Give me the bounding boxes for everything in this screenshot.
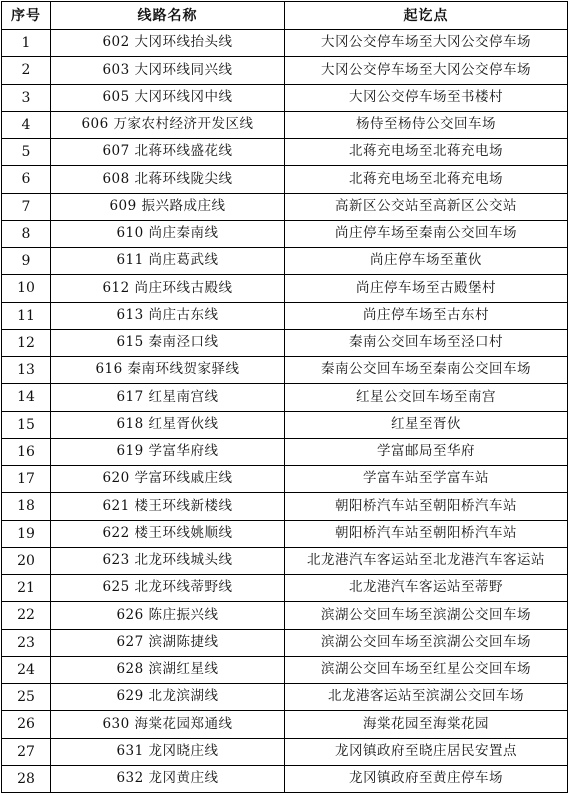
cell-route-name: 609 振兴路成庄线 xyxy=(51,193,285,220)
table-row xyxy=(2,466,568,493)
cell-route-name: 622 楼王环线姚顺线 xyxy=(51,520,285,547)
cell-terminals: 杨侍至杨侍公交回车场 xyxy=(285,111,568,138)
cell-number: 4 xyxy=(2,111,51,138)
table-row xyxy=(2,575,568,602)
header-terminals: 起讫点 xyxy=(285,2,568,30)
table-row xyxy=(2,684,568,711)
cell-number: 27 xyxy=(2,738,51,765)
cell-number: 10 xyxy=(2,275,51,302)
cell-route-name: 610 尚庄秦南线 xyxy=(51,220,285,247)
cell-number: 25 xyxy=(2,684,51,711)
cell-number: 14 xyxy=(2,384,51,411)
table-row xyxy=(2,493,568,520)
cell-number: 28 xyxy=(2,765,51,792)
cell-number: 19 xyxy=(2,520,51,547)
table-row xyxy=(2,547,568,574)
cell-route-name: 620 学富环线戚庄线 xyxy=(51,466,285,493)
cell-route-name: 603 大冈环线同兴线 xyxy=(51,57,285,84)
cell-number: 13 xyxy=(2,357,51,384)
cell-number: 23 xyxy=(2,629,51,656)
cell-number: 2 xyxy=(2,57,51,84)
table-row xyxy=(2,248,568,275)
cell-terminals: 学富车站至学富车站 xyxy=(285,466,568,493)
cell-route-name: 632 龙冈黄庄线 xyxy=(51,765,285,792)
cell-number: 3 xyxy=(2,84,51,111)
cell-number: 24 xyxy=(2,656,51,683)
table-row xyxy=(2,520,568,547)
cell-number: 21 xyxy=(2,575,51,602)
cell-number: 8 xyxy=(2,220,51,247)
cell-route-name: 629 北龙滨湖线 xyxy=(51,684,285,711)
cell-number: 9 xyxy=(2,248,51,275)
cell-terminals: 北龙港汽车客运站至北龙港汽车客运站 xyxy=(285,547,568,574)
table-row xyxy=(2,139,568,166)
cell-route-name: 626 陈庄振兴线 xyxy=(51,602,285,629)
table-row xyxy=(2,629,568,656)
cell-terminals: 龙冈镇政府至黄庄停车场 xyxy=(285,765,568,792)
table-row xyxy=(2,656,568,683)
cell-terminals: 秦南公交回车场至泾口村 xyxy=(285,329,568,356)
table-row xyxy=(2,30,568,57)
cell-number: 16 xyxy=(2,438,51,465)
cell-route-name: 615 秦南泾口线 xyxy=(51,329,285,356)
cell-terminals: 尚庄停车场至古东村 xyxy=(285,302,568,329)
cell-terminals: 大冈公交停车场至书楼村 xyxy=(285,84,568,111)
cell-terminals: 北龙港汽车客运站至蒂野 xyxy=(285,575,568,602)
cell-number: 7 xyxy=(2,193,51,220)
table-row xyxy=(2,438,568,465)
table-row xyxy=(2,602,568,629)
cell-terminals: 高新区公交站至高新区公交站 xyxy=(285,193,568,220)
table-row xyxy=(2,765,568,792)
cell-route-name: 607 北蒋环线盛花线 xyxy=(51,139,285,166)
table-row xyxy=(2,220,568,247)
cell-route-name: 608 北蒋环线陇尖线 xyxy=(51,166,285,193)
table-row xyxy=(2,302,568,329)
cell-number: 26 xyxy=(2,711,51,738)
cell-terminals: 大冈公交停车场至大冈公交停车场 xyxy=(285,30,568,57)
cell-route-name: 618 红星胥伙线 xyxy=(51,411,285,438)
cell-terminals: 滨湖公交回车场至红星公交回车场 xyxy=(285,656,568,683)
cell-route-name: 623 北龙环线城头线 xyxy=(51,547,285,574)
cell-number: 6 xyxy=(2,166,51,193)
cell-route-name: 621 楼王环线新楼线 xyxy=(51,493,285,520)
table-row xyxy=(2,275,568,302)
cell-route-name: 612 尚庄环线古殿线 xyxy=(51,275,285,302)
cell-terminals: 尚庄停车场至秦南公交回车场 xyxy=(285,220,568,247)
table-row xyxy=(2,384,568,411)
cell-terminals: 红星至胥伙 xyxy=(285,411,568,438)
table-row xyxy=(2,193,568,220)
cell-route-name: 631 龙冈晓庄线 xyxy=(51,738,285,765)
table-row xyxy=(2,738,568,765)
cell-route-name: 616 秦南环线贺家驿线 xyxy=(51,357,285,384)
cell-number: 20 xyxy=(2,547,51,574)
cell-terminals: 红星公交回车场至南宫 xyxy=(285,384,568,411)
cell-number: 5 xyxy=(2,139,51,166)
cell-route-name: 613 尚庄古东线 xyxy=(51,302,285,329)
cell-route-name: 617 红星南宫线 xyxy=(51,384,285,411)
cell-route-name: 605 大冈环线冈中线 xyxy=(51,84,285,111)
cell-route-name: 606 万家农村经济开发区线 xyxy=(51,111,285,138)
cell-terminals: 龙冈镇政府至晓庄居民安置点 xyxy=(285,738,568,765)
bus-route-table xyxy=(1,1,568,793)
header-no: 序号 xyxy=(2,2,51,30)
cell-terminals: 秦南公交回车场至秦南公交回车场 xyxy=(285,357,568,384)
cell-number: 1 xyxy=(2,30,51,57)
table-row xyxy=(2,711,568,738)
cell-terminals: 北蒋充电场至北蒋充电场 xyxy=(285,166,568,193)
header-route-name: 线路名称 xyxy=(51,2,285,30)
cell-number: 11 xyxy=(2,302,51,329)
cell-terminals: 大冈公交停车场至大冈公交停车场 xyxy=(285,57,568,84)
cell-route-name: 602 大冈环线抬头线 xyxy=(51,30,285,57)
table-row xyxy=(2,57,568,84)
table-body xyxy=(2,30,568,793)
cell-terminals: 滨湖公交回车场至滨湖公交回车场 xyxy=(285,629,568,656)
table-row xyxy=(2,111,568,138)
cell-terminals: 尚庄停车场至董伙 xyxy=(285,248,568,275)
cell-route-name: 627 滨湖陈捷线 xyxy=(51,629,285,656)
cell-terminals: 北龙港客运站至滨湖公交回车场 xyxy=(285,684,568,711)
cell-terminals: 朝阳桥汽车站至朝阳桥汽车站 xyxy=(285,520,568,547)
table-row xyxy=(2,166,568,193)
cell-route-name: 630 海棠花园郑通线 xyxy=(51,711,285,738)
cell-route-name: 619 学富华府线 xyxy=(51,438,285,465)
cell-route-name: 625 北龙环线蒂野线 xyxy=(51,575,285,602)
cell-terminals: 滨湖公交回车场至滨湖公交回车场 xyxy=(285,602,568,629)
cell-number: 12 xyxy=(2,329,51,356)
cell-number: 15 xyxy=(2,411,51,438)
table-row xyxy=(2,84,568,111)
cell-terminals: 海棠花园至海棠花园 xyxy=(285,711,568,738)
table-row xyxy=(2,357,568,384)
cell-terminals: 朝阳桥汽车站至朝阳桥汽车站 xyxy=(285,493,568,520)
cell-terminals: 学富邮局至华府 xyxy=(285,438,568,465)
cell-number: 17 xyxy=(2,466,51,493)
table-row xyxy=(2,329,568,356)
cell-route-name: 628 滨湖红星线 xyxy=(51,656,285,683)
cell-number: 22 xyxy=(2,602,51,629)
table-header-row xyxy=(2,2,568,30)
table-row xyxy=(2,411,568,438)
cell-terminals: 北蒋充电场至北蒋充电场 xyxy=(285,139,568,166)
cell-route-name: 611 尚庄葛武线 xyxy=(51,248,285,275)
cell-terminals: 尚庄停车场至古殿堡村 xyxy=(285,275,568,302)
cell-number: 18 xyxy=(2,493,51,520)
